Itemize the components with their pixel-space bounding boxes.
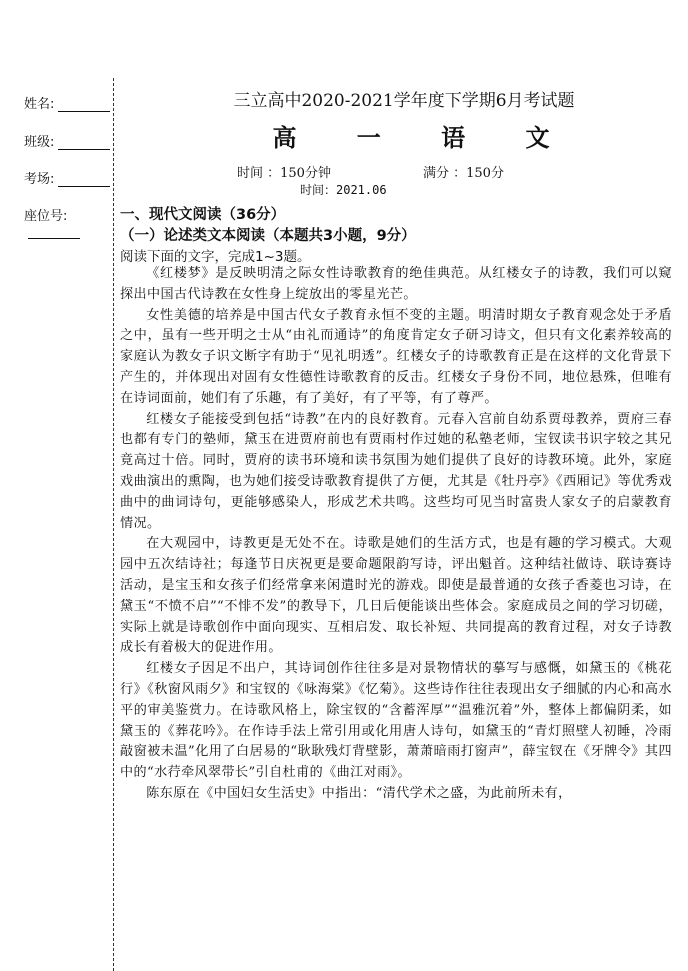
name-label: 姓名: [24,97,55,112]
exam-room-field [24,168,110,187]
class-label: 班级: [24,135,55,150]
binding-margin [0,0,118,971]
subject-title: 高 一 语 文 [272,123,576,152]
seat-field [24,205,118,239]
paragraph: 《红楼梦》是反映明清之际女性诗歌教育的绝佳典范。从红楼女子的诗教，我们可以窥探出中国古代诗教在女性身上绽放出的零星光芒。 [120,266,672,302]
exam-room-blank[interactable] [58,173,110,187]
class-blank[interactable] [58,136,110,150]
exam-title: 三立高中2020-2021学年度下学期6月考试题 [233,91,575,111]
section-heading: 一、现代文阅读（36分） [120,207,286,223]
name-blank[interactable] [58,98,110,112]
seat-label: 座位号: [24,209,68,224]
exam-date: 时间：2021.06 [300,183,387,197]
name-field [24,93,110,112]
reading-instruction: 阅读下面的文字，完成1~3题。 [120,249,311,265]
exam-room-label: 考场: [24,172,55,187]
class-field [24,131,110,150]
reading-passage [120,264,672,805]
paragraph: 红楼女子能接受到包括“诗教”在内的良好教育。元春入宫前自幼系贾母教养，贾府三春也都有专门的塾师，黛玉在进贾府前也有贾雨村作过她的私塾老师，宝钗读书识字较之其兄竟高过十倍。同时，贾府的读书环境和读书氛围为她们提供了良好的诗教环境。此外，家庭戏曲演出的熏陶，也为她们接受诗歌教育提供了方便，尤其是《牡丹亭》《西厢记》等优秀戏曲中的曲词诗句，更能够感染人，形成艺术共鸣。这些均可见当时富贵人家女子的启蒙教育情况。 [120,411,672,531]
paragraph: 陈东原在《中国妇女生活史》中指出：“清代学术之盛，为此前所未有， [146,785,572,801]
binding-dashed-line [113,78,114,971]
full-score-label: 满分 ：150分 [423,166,504,181]
seat-blank[interactable] [28,225,80,239]
paragraph: 在大观园中，诗教更是无处不在。诗歌是她们的生活方式，也是有趣的学习模式。大观园中五次结诗社；每逢节日庆祝更是要命题限韵写诗，评出魁首。这种结社做诗、联诗赛诗活动，是宝玉和女孩子们经常拿来闲遣时光的游戏。即使是最普通的女孩子香菱也习诗，在黛玉“不愤不启”“不悱不发”的教导下，几日后便能谈出些体会。家庭成员之间的学习切磋，实际上就是诗歌创作中面向现实、互相启发、取长补短、共同提高的教育过程，对女子诗教成长有着极大的促进作用。 [120,536,672,656]
duration-label: 时间 ：150分钟 [237,166,331,181]
paragraph: 女性美德的培养是中国古代女子教育永恒不变的主题。明清时期女子教育观念处于矛盾之中，虽有一些开明之士从“由礼而通诗”的角度肯定女子研习诗文，但只有文化素养较高的家庭认为教女子识文断字有助于“见礼明透”。红楼女子的诗歌教育正是在这样的文化背景下产生的，并体现出对固有女性德性诗歌教育的反击。红楼女子身份不同，地位悬殊，但唯有在诗词面前，她们有了乐趣，有了美好，有了平等，有了尊严。 [120,307,672,406]
subsection-heading: （一）论述类文本阅读（本题共3小题，9分） [120,228,416,244]
paragraph: 红楼女子因足不出户，其诗词创作往往多是对景物情状的摹写与感慨，如黛玉的《桃花行》《秋窗风雨夕》和宝钗的《咏海棠》《忆菊》。这些诗作往往表现出女子细腻的内心和高水平的审美鉴赏力。在诗歌风格上，除宝钗的“含蓄浑厚”“温雅沉着”外，整体上都偏阴柔，如黛玉的《葬花吟》。在作诗手法上常引用或化用唐人诗句，如黛玉的“青灯照壁人初睡，冷雨敲窗被未温”化用了白居易的“耿耿残灯背壁影，萧萧暗雨打窗声”，薛宝钗在《牙牌令》其四中的“水荇牵风翠带长”引自杜甫的《曲江对雨》。 [120,661,672,781]
